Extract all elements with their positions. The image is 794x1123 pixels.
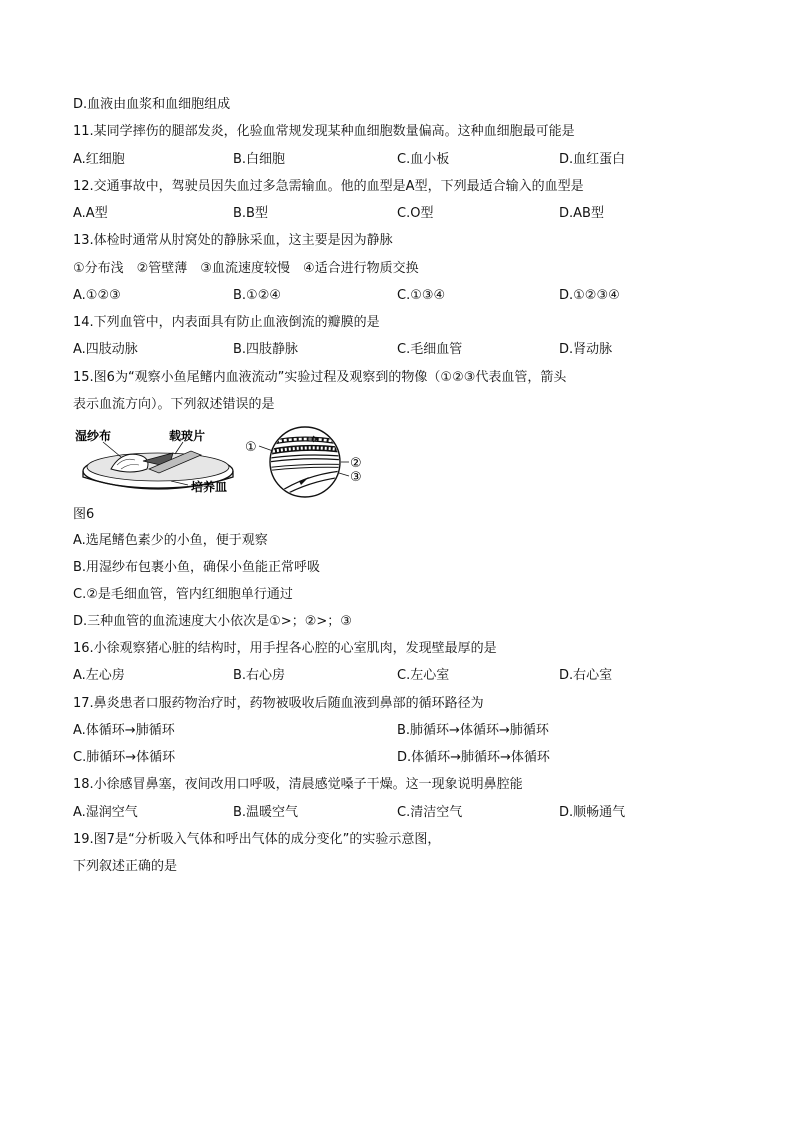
q15-option-a: A.选尾鳍色素少的小鱼，便于观察	[73, 533, 268, 548]
q17-option-b: B.肺循环→体循环→肺循环	[397, 723, 549, 738]
q18-option-a: A.湿润空气	[73, 805, 138, 820]
q15-option-b: B.用湿纱布包裹小鱼，确保小鱼能正常呼吸	[73, 560, 321, 575]
q12-option-c: C.O型	[397, 206, 434, 221]
q13-option-d: D.①②③④	[559, 288, 620, 303]
question-12: 12.交通事故中，驾驶员因失血过多急需输血。他的血型是A型，下列最适合输入的血型是	[73, 179, 584, 194]
q15-option-c: C.②是毛细血管，管内红细胞单行通过	[73, 587, 293, 602]
question-19-line2: 下列叙述正确的是	[73, 859, 178, 874]
question-15-line1: 15.图6为“观察小鱼尾鳍内血液流动”实验过程及观察到的物像（①②③代表血管，箭头	[73, 370, 567, 385]
option-d-previous: D.血液由血浆和血细胞组成	[73, 97, 231, 112]
figure-6-illustration	[73, 425, 373, 500]
q13-statements: ①分布浅 ②管壁薄 ③血流速度较慢 ④适合进行物质交换	[73, 261, 419, 276]
marker-2: ②	[350, 456, 362, 471]
question-19-line1: 19.图7是“分析吸入气体和呼出气体的成分变化”的实验示意图，	[73, 832, 441, 847]
q14-option-d: D.肾动脉	[559, 342, 613, 357]
microscope-view-drawing	[259, 427, 349, 497]
q18-option-b: B.温暖空气	[233, 805, 299, 820]
q15-option-d: D.三种血管的血流速度大小依次是①>；②>；③	[73, 614, 352, 629]
q13-option-a: A.①②③	[73, 288, 121, 303]
q12-option-d: D.AB型	[559, 206, 604, 221]
q12-option-a: A.A型	[73, 206, 108, 221]
q11-option-a: A.红细胞	[73, 152, 125, 167]
q14-option-c: C.毛细血管	[397, 342, 463, 357]
question-14: 14.下列血管中，内表面具有防止血液倒流的瓣膜的是	[73, 315, 380, 330]
label-wet-gauze: 湿纱布	[75, 429, 112, 443]
q11-option-c: C.血小板	[397, 152, 450, 167]
q16-option-b: B.右心房	[233, 668, 286, 683]
figure-6-caption: 图6	[73, 507, 95, 522]
q17-option-c: C.肺循环→体循环	[73, 750, 176, 765]
question-13: 13.体检时通常从肘窝处的静脉采血，这主要是因为静脉	[73, 233, 393, 248]
q18-option-c: C.清洁空气	[397, 805, 463, 820]
label-petri-dish: 培养皿	[191, 480, 228, 494]
q12-option-b: B.B型	[233, 206, 268, 221]
q16-option-a: A.左心房	[73, 668, 125, 683]
question-15-line2: 表示血流方向）。下列叙述错误的是	[73, 397, 275, 412]
q14-option-a: A.四肢动脉	[73, 342, 138, 357]
question-18: 18.小徐感冒鼻塞，夜间改用口呼吸，清晨感觉嗓子干燥。这一现象说明鼻腔能	[73, 777, 523, 792]
question-16: 16.小徐观察猪心脏的结构时，用手捏各心腔的心室肌肉，发现壁最厚的是	[73, 641, 497, 656]
q11-option-d: D.血红蛋白	[559, 152, 626, 167]
q14-option-b: B.四肢静脉	[233, 342, 299, 357]
q18-option-d: D.顺畅通气	[559, 805, 626, 820]
label-glass-slide: 载玻片	[169, 429, 206, 443]
q17-option-a: A.体循环→肺循环	[73, 723, 175, 738]
marker-3: ③	[350, 470, 362, 485]
q13-option-c: C.①③④	[397, 288, 446, 303]
marker-1: ①	[245, 440, 257, 455]
q13-option-b: B.①②④	[233, 288, 282, 303]
q11-option-b: B.白细胞	[233, 152, 286, 167]
q16-option-c: C.左心室	[397, 668, 450, 683]
question-17: 17.鼻炎患者口服药物治疗时，药物被吸收后随血液到鼻部的循环路径为	[73, 696, 484, 711]
question-11: 11.某同学摔伤的腿部发炎，化验血常规发现某种血细胞数量偏高。这种血细胞最可能是	[73, 124, 575, 139]
q17-option-d: D.体循环→肺循环→体循环	[397, 750, 550, 765]
q16-option-d: D.右心室	[559, 668, 613, 683]
